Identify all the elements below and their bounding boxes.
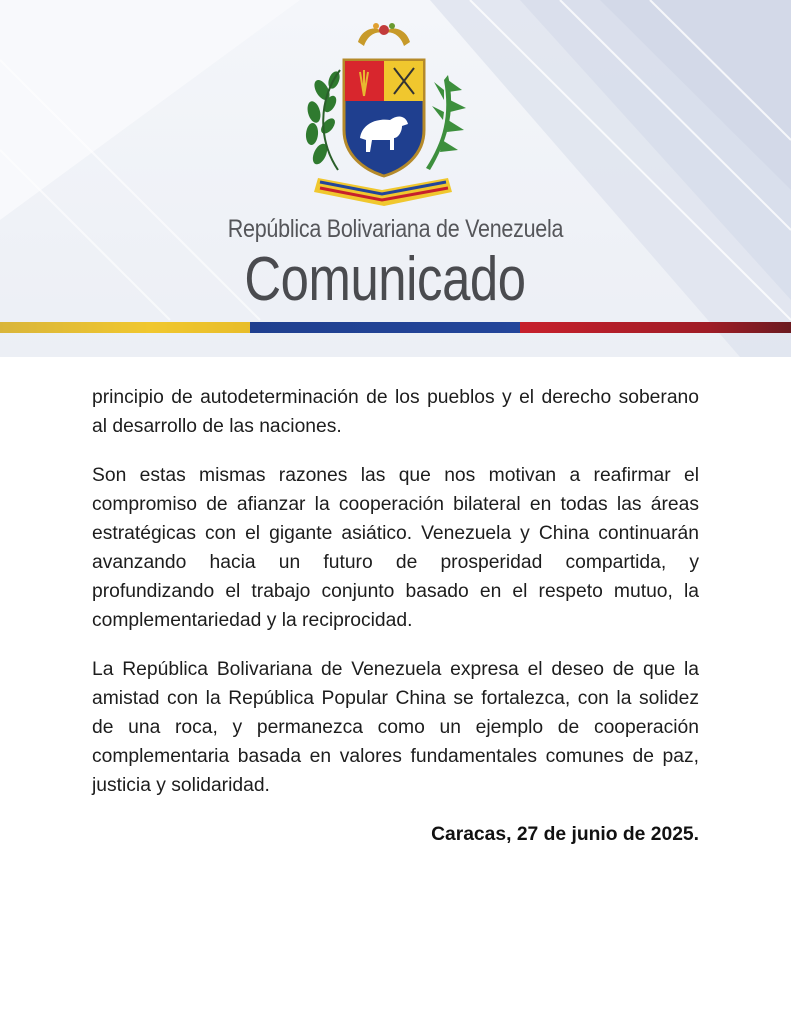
page-title: Comunicado	[244, 245, 526, 314]
communique-body	[92, 383, 699, 820]
paragraph: Son estas mismas razones las que nos motivan a reafirmar el compromiso de afianzar la cooperación bilateral en todas las áreas estratégicas con el gigante asiático. Venezuela y China continuarán avanzando hacia un futuro de prosperidad compartida, y profundizando el trabajo conjunto basado en el respeto mutuo, la complementariedad y la reciprocidad.	[92, 465, 699, 631]
coat-of-arms-icon	[298, 20, 470, 210]
flag-stripe-blue	[250, 322, 520, 333]
flag-stripe-red	[520, 322, 791, 333]
flag-stripe-yellow	[0, 322, 250, 333]
paragraph: La República Bolivariana de Venezuela expresa el deseo de que la amistad con la República Popular China se fortalezca, con la solidez de una roca, y permanezca como un ejemplo de cooperación complementaria basada en valores fundamentales comunes de paz, justicia y solidaridad.	[92, 659, 699, 796]
place-and-date: Caracas, 27 de junio de 2025.	[431, 824, 699, 845]
letterhead	[0, 0, 791, 357]
republic-name: República Bolivariana de Venezuela	[227, 215, 564, 243]
flag-stripe	[0, 322, 791, 333]
paragraph: principio de autodeterminación de los pueblos y el derecho soberano al desarrollo de las naciones.	[92, 387, 699, 437]
